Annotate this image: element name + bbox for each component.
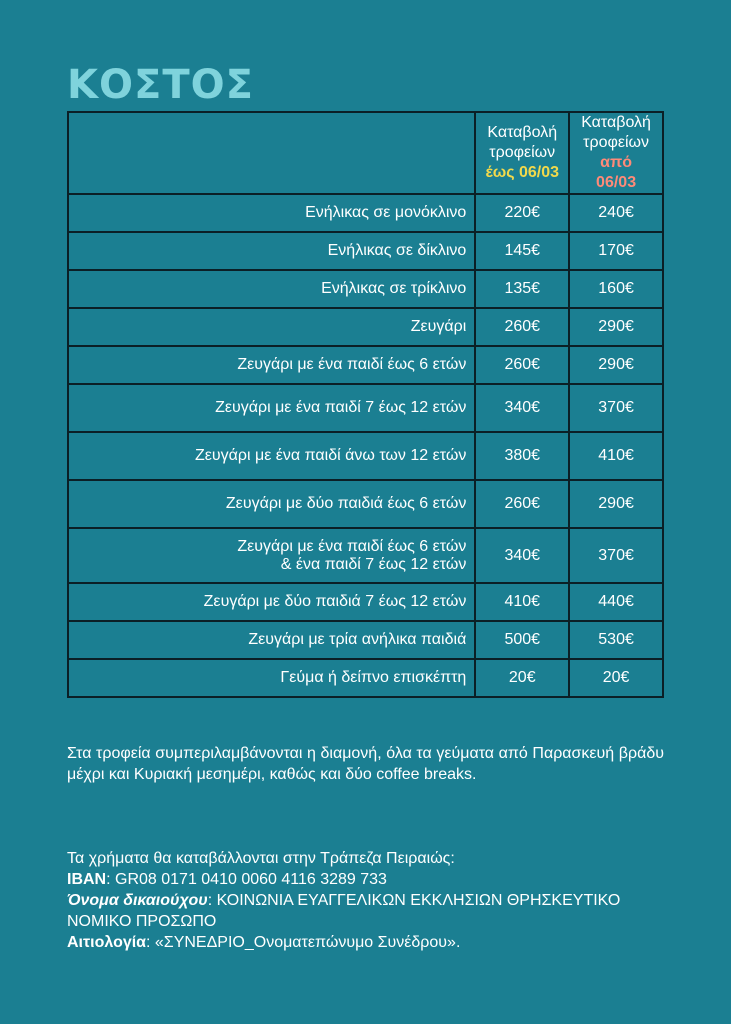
price-late: 290€ xyxy=(569,346,663,384)
header-early-line1: Καταβολή xyxy=(487,124,558,141)
price-early: 380€ xyxy=(475,432,569,480)
row-label-text: Ζευγάρι με δύο παιδιά έως 6 ετών xyxy=(225,495,467,512)
reason-label: Αιτιολογία xyxy=(67,934,147,951)
row-label xyxy=(68,308,475,346)
row-label-text: Ζευγάρι με ένα παιδί έως 6 ετών xyxy=(237,356,467,373)
row-label-text: Ενήλικας σε δίκλινο xyxy=(327,242,467,259)
inclusions-paragraph: Στα τροφεία συμπεριλαμβάνονται η διαμονή, όλα τα γεύματα από Παρασκευή βράδυ μέχρι και Κυριακή μεσημέρι, καθώς και δύο coffee breaks. xyxy=(67,745,664,783)
price-late: 240€ xyxy=(569,194,663,232)
row-label xyxy=(68,480,475,528)
row-label-text: Ζευγάρι xyxy=(410,318,467,335)
row-label-text: Ενήλικας σε τρίκλινο xyxy=(321,280,467,297)
row-label-text: Ενήλικας σε μονόκλινο xyxy=(305,204,467,221)
row-label xyxy=(68,528,475,583)
price-late: 370€ xyxy=(569,384,663,432)
price-early: 340€ xyxy=(475,384,569,432)
row-label-text: Ζευγάρι με ένα παιδί έως 6 ετών xyxy=(237,537,467,555)
header-late-line1: Καταβολή xyxy=(581,114,651,131)
price-late: 20€ xyxy=(569,659,663,697)
iban-line xyxy=(67,869,664,890)
row-label xyxy=(68,346,475,384)
price-late: 370€ xyxy=(569,528,663,583)
price-late: 170€ xyxy=(569,232,663,270)
table-row xyxy=(68,194,663,232)
header-early-date: έως 06/03 xyxy=(485,164,560,181)
row-label xyxy=(68,194,475,232)
table-row xyxy=(68,346,663,384)
table-row xyxy=(68,659,663,697)
price-early: 20€ xyxy=(475,659,569,697)
header-late-payment xyxy=(569,112,663,194)
table-row xyxy=(68,308,663,346)
price-early: 410€ xyxy=(475,583,569,621)
table-row xyxy=(68,384,663,432)
price-early: 260€ xyxy=(475,308,569,346)
price-late: 440€ xyxy=(569,583,663,621)
header-late-date: από 06/03 xyxy=(596,154,637,191)
table-row xyxy=(68,621,663,659)
row-label-text: Ζευγάρι με ένα παιδί 7 έως 12 ετών xyxy=(215,399,467,416)
holder-label: Όνομα δικαιούχου xyxy=(67,892,208,909)
price-late: 290€ xyxy=(569,308,663,346)
page-title: ΚΟΣΤΟΣ xyxy=(67,62,254,108)
payment-details xyxy=(67,848,664,953)
row-label xyxy=(68,621,475,659)
table-row xyxy=(68,432,663,480)
table-row xyxy=(68,480,663,528)
bank-line: Τα χρήματα θα καταβάλλονται στην Τράπεζα Πειραιώς: xyxy=(67,850,455,867)
row-label-text: Ζευγάρι με δύο παιδιά 7 έως 12 ετών xyxy=(203,593,467,610)
row-label-text: Ζευγάρι με τρία ανήλικα παιδιά xyxy=(248,631,467,648)
table-header-row xyxy=(68,112,663,194)
iban-label: IBAN xyxy=(67,871,107,888)
row-label xyxy=(68,384,475,432)
cost-table xyxy=(67,111,664,698)
price-late: 290€ xyxy=(569,480,663,528)
header-early-payment xyxy=(475,112,569,194)
table-row xyxy=(68,583,663,621)
holder-value: : ΚΟΙΝΩΝΙΑ ΕΥΑΓΓΕΛΙΚΩΝ ΕΚΚΛΗΣΙΩΝ ΘΡΗΣΚΕΥΤΙΚΟ ΝΟΜΙΚΟ ΠΡΟΣΩΠΟ xyxy=(67,892,621,930)
price-early: 260€ xyxy=(475,480,569,528)
holder-line xyxy=(67,890,664,932)
row-label xyxy=(68,432,475,480)
row-label-text: Γεύμα ή δείπνο επισκέπτη xyxy=(280,669,467,686)
iban-value: : GR08 0171 0410 0060 4116 3289 733 xyxy=(106,871,387,888)
table-row xyxy=(68,528,663,583)
price-early: 220€ xyxy=(475,194,569,232)
header-late-line2: τροφείων xyxy=(583,134,650,151)
row-label xyxy=(68,583,475,621)
reason-value: : «ΣΥΝΕΔΡΙΟ_Ονοματεπώνυμο Συνέδρου». xyxy=(146,934,461,951)
table-row xyxy=(68,270,663,308)
reason-line xyxy=(67,932,664,953)
header-empty-cell xyxy=(68,112,475,194)
row-label-text: Ζευγάρι με ένα παιδί άνω των 12 ετών xyxy=(194,447,467,464)
table-row xyxy=(68,232,663,270)
header-early-line2: τροφείων xyxy=(489,144,556,161)
price-late: 530€ xyxy=(569,621,663,659)
price-early: 145€ xyxy=(475,232,569,270)
row-label xyxy=(68,270,475,308)
row-label xyxy=(68,659,475,697)
price-early: 135€ xyxy=(475,270,569,308)
price-late: 410€ xyxy=(569,432,663,480)
price-early: 500€ xyxy=(475,621,569,659)
price-early: 340€ xyxy=(475,528,569,583)
price-late: 160€ xyxy=(569,270,663,308)
price-early: 260€ xyxy=(475,346,569,384)
row-label-text-line2: & ένα παιδί 7 έως 12 ετών xyxy=(280,555,467,573)
row-label xyxy=(68,232,475,270)
